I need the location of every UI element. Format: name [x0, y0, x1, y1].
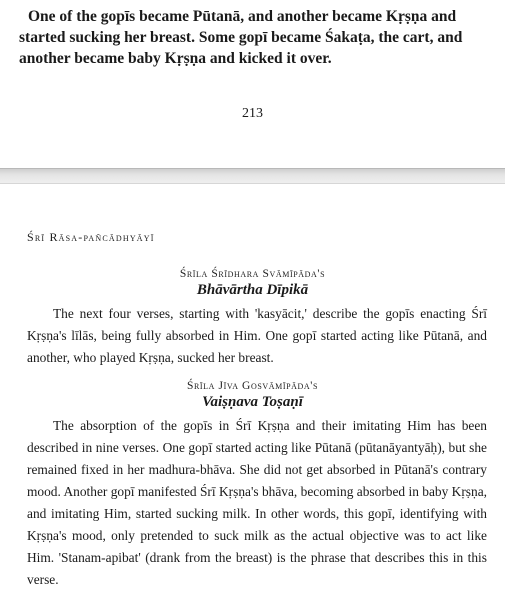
commentary-title: Bhāvārtha Dīpikā [196, 282, 309, 298]
commentary-title: Vaiṣṇava Toṣaṇī [202, 394, 303, 410]
page-number: 213 [242, 106, 263, 121]
commentary-author-heading: Śrīla Śrīdhara Svāmīpāda's [179, 268, 326, 280]
commentary-paragraph: The next four verses, starting with 'kasyācit,' describe the gopīs enacting Śrī Kṛṣṇa's līlās, being fully absorbed in Him. One gopī started acting like Pūtanā, and another, who played Kṛṣṇa, sucked her breast. [27, 306, 487, 365]
verse-translation: One of the gopīs became Pūtanā, and another became Kṛṣṇa and started sucking her breast. Some gopī became Śakaṭa, the cart, and another became baby Kṛṣṇa and kicked it over. [19, 8, 463, 67]
page-break-divider [0, 168, 505, 184]
running-head: Śrī Rāsa-pañcādhyāyī [27, 230, 155, 244]
commentary-author-heading: Śrīla Jīva Gosvāmīpāda's [186, 380, 319, 392]
commentary-paragraph: The absorption of the gopīs in Śrī Kṛṣṇa and their imitating Him has been described in nine verses. One gopī started acting like Pūtanā (pūtanāyantyāḥ), but she remained fixed in her madhura-bhāva. She did not get absorbed in Pūtanā's contrary mood. Another gopī manifested Śrī Kṛṣṇa's bhāva, becoming absorbed in baby Kṛṣṇa, and imitating Him, started sucking milk. In other words, this gopī, identifying with Kṛṣṇa's mood, only pretended to suck milk as the actual objective was to act like Him. 'Stanam-apibat' (drank from the breast) is the phrase that describes this in this verse. [27, 418, 487, 587]
